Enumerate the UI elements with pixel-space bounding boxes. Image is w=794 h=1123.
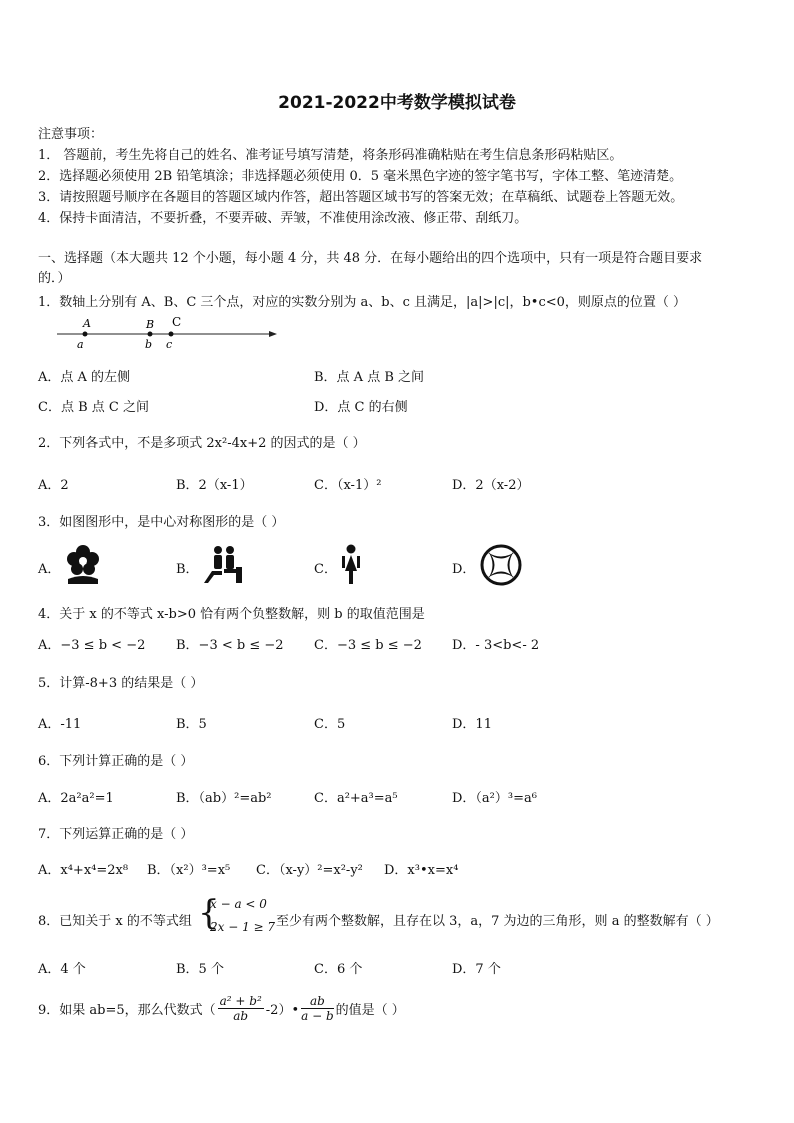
q7-option-a: A．x⁴+x⁴=2x⁸: [38, 863, 129, 878]
notice-item: 4．保持卡面清洁，不要折叠，不要弄破、弄皱，不准使用涂改液、修正带、刮纸刀。: [38, 211, 528, 226]
point-b: [148, 332, 153, 337]
question-7-stem: 7．下列运算正确的是（ ）: [38, 827, 194, 842]
label-upper-a: A: [83, 317, 91, 330]
q2-option-d: D．2（x-2）: [452, 478, 530, 493]
q6-option-d: D．（a²）³=a⁶: [452, 791, 537, 806]
q5-option-c: C．5: [314, 717, 346, 732]
question-8-stem-post: 至少有两个整数解，且存在以 3，a，7 为边的三角形，则 a 的整数解有（ ）: [276, 914, 719, 929]
notice-item: 1． 答题前，考生先将自己的姓名、准考证号填写清楚，将条形码准确粘贴在考生信息条形码粘贴区。: [38, 148, 623, 163]
q9-fraction-2: [301, 994, 334, 1023]
q2-option-b: B．2（x-1）: [176, 478, 253, 493]
woman-figure-icon: [341, 544, 361, 586]
q3-label-d: D．: [452, 562, 476, 577]
question-1-stem: 1．数轴上分别有 A、B、C 三个点，对应的实数分别为 a、b、c 且满足，|a|>|c|，b•c<0，则原点的位置（ ）: [38, 295, 687, 310]
q9-frac1-denominator: ab: [233, 1009, 249, 1023]
question-3-stem: 3．如图图形中，是中心对称图形的是（ ）: [38, 515, 285, 530]
q8-option-b: B．5 个: [176, 962, 224, 977]
number-line-figure: [55, 316, 281, 352]
q8-option-c: C．6 个: [314, 962, 363, 977]
q5-option-a: A．-11: [38, 717, 82, 732]
label-lower-c: c: [166, 338, 173, 351]
q4-option-d: D．- 3<b<- 2: [452, 638, 540, 653]
notice-item: 2．选择题必须使用 2B 铅笔填涂；非选择题必须使用 0．5 毫米黑色字迹的签字笔书写，字体工整、笔迹清楚。: [38, 169, 683, 184]
q9-stem-pre: 9．如果 ab=5，那么代数式（: [38, 1003, 216, 1018]
section-heading-cont: 的．）: [38, 271, 71, 286]
q6-option-b: B．（ab）²=ab²: [176, 791, 272, 806]
q8-option-a: A．4 个: [38, 962, 86, 977]
q1-option-d: D．点 C 的右侧: [314, 400, 408, 415]
q4-option-b: B．−3 < b ≤ −2: [176, 638, 284, 653]
q6-option-c: C．a²+a³=a⁵: [314, 791, 398, 806]
ball-symbol-icon: [479, 543, 523, 587]
q5-option-d: D．11: [452, 717, 492, 732]
q3-label-a: A．: [38, 562, 61, 577]
q7-option-d: D．x³•x=x⁴: [384, 863, 459, 878]
label-lower-b: b: [145, 338, 153, 351]
q8-option-d: D．7 个: [452, 962, 501, 977]
question-5-stem: 5．计算-8+3 的结果是（ ）: [38, 676, 204, 691]
q3-label-c: C．: [314, 562, 337, 577]
q4-option-a: A．−3 ≤ b < −2: [38, 638, 146, 653]
q9-frac2-denominator: a − b: [301, 1009, 334, 1023]
axis-arrow-icon: [269, 331, 277, 337]
system-inequality-1: x − a < 0: [210, 897, 267, 911]
q2-option-c: C．（x-1）²: [314, 478, 382, 493]
point-c: [169, 332, 174, 337]
brace-icon: {: [198, 893, 220, 933]
q5-option-b: B．5: [176, 717, 207, 732]
notice-item: 3．请按照题号顺序在各题目的答题区域内作答，超出答题区域书写的答案无效；在草稿纸、试题卷上答题无效。: [38, 190, 684, 205]
label-upper-c: C: [172, 316, 182, 329]
section-heading: 一、选择题（本大题共 12 个小题，每小题 4 分，共 48 分．在每小题给出的四个选项中，只有一项是符合题目要求: [38, 251, 703, 266]
q3-label-b: B．: [176, 562, 199, 577]
q7-option-b: B．（x²）³=x⁵: [147, 863, 231, 878]
system-inequality-2: 2x − 1 ≥ 7: [210, 920, 276, 934]
q6-option-a: A．2a²a²=1: [38, 791, 114, 806]
q9-fraction-1: [218, 994, 264, 1023]
question-8-stem-pre: 8．已知关于 x 的不等式组: [38, 914, 192, 929]
question-4-stem: 4．关于 x 的不等式 x-b>0 恰有两个负整数解，则 b 的取值范围是: [38, 607, 425, 622]
question-2-stem: 2．下列各式中，不是多项式 2x²-4x+2 的因式的是（ ）: [38, 436, 366, 451]
page-title: 2021-2022中考数学模拟试卷: [278, 93, 516, 113]
q4-option-c: C．−3 ≤ b ≤ −2: [314, 638, 422, 653]
q2-option-a: A．2: [38, 478, 69, 493]
notice-heading: 注意事项：: [38, 127, 104, 142]
label-upper-b: B: [146, 318, 155, 331]
q1-option-b: B．点 A 点 B 之间: [314, 370, 425, 385]
flower-icon: [64, 543, 102, 585]
q1-option-a: A．点 A 的左侧: [38, 370, 131, 385]
question-9-stem: [38, 994, 405, 1023]
q7-option-c: C．（x-y）²=x²-y²: [256, 863, 363, 878]
point-a: [83, 332, 88, 337]
seated-people-icon: [202, 545, 244, 585]
q1-option-c: C．点 B 点 C 之间: [38, 400, 149, 415]
q9-stem-post: 的值是（ ）: [335, 1003, 405, 1018]
label-lower-a: a: [77, 338, 84, 351]
q9-mid: -2）•: [265, 1003, 300, 1018]
q9-frac1-numerator: a² + b²: [219, 994, 262, 1008]
question-6-stem: 6．下列计算正确的是（ ）: [38, 754, 194, 769]
q9-frac2-numerator: ab: [301, 994, 334, 1009]
